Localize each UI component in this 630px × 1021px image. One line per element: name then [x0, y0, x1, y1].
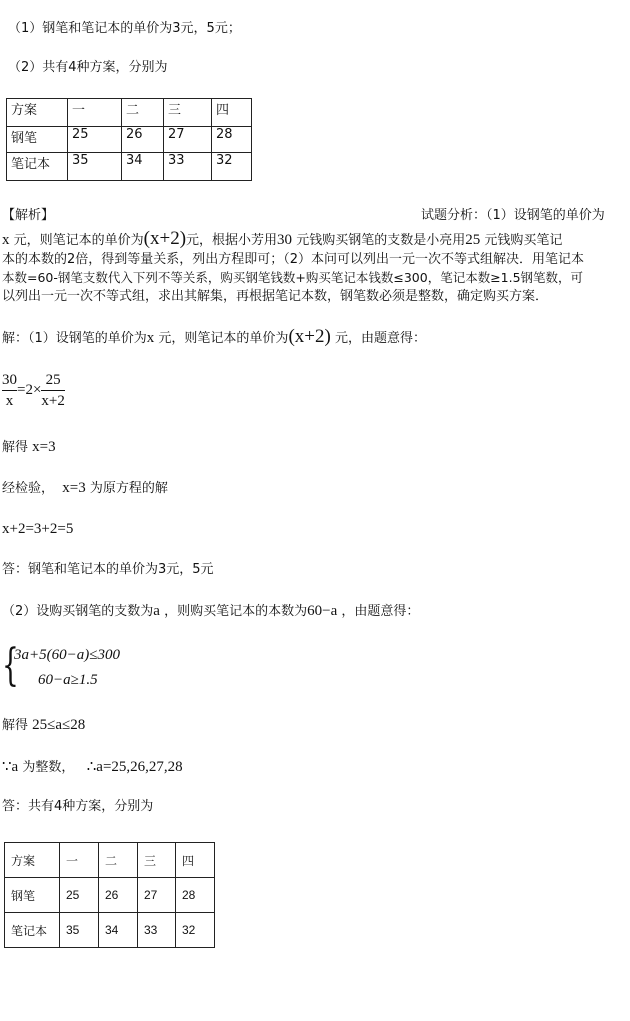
answer-line-2: （2）共有4种方案，分别为 [8, 60, 168, 75]
table-cell: 二 [122, 99, 164, 127]
range-line [2, 716, 85, 735]
math-number: 25 [465, 232, 481, 248]
math-a: a [153, 603, 160, 619]
text: ，则购买笔记本的本数为 [164, 604, 308, 619]
table-cell: 33 [138, 913, 176, 948]
table-row [7, 127, 252, 153]
table-cell: 四 [176, 843, 215, 878]
denominator: x [5, 393, 14, 409]
text: 元钱购买笔记 [484, 233, 563, 248]
analysis-intro: 试题分析：（1）设钢笔的单价为 [421, 208, 605, 223]
solve-line [2, 438, 56, 457]
text: （2）设购买钢笔的支数为 [2, 604, 154, 619]
text: 经检验， [2, 481, 55, 496]
math-x: x [2, 232, 10, 248]
integer-line [2, 758, 183, 777]
table-cell: 笔记本 [5, 913, 60, 948]
analysis-line-4: 本数=60-钢笔支数代入下列不等关系，购买钢笔钱数+购买笔记本钱数≤300，笔记本数≥1.5钢笔数，可 [2, 270, 584, 285]
equals-times: =2× [17, 381, 42, 398]
text: 元钱购买钢笔的支数是小亮用 [296, 233, 466, 248]
text: 解得 [2, 718, 29, 733]
part2-line [2, 602, 419, 621]
analysis-line-5: 以列出一元一次不等式组，求出其解集，再根据笔记本数，钢笔数必须是整数，确定购买方案． [2, 289, 549, 304]
analysis-line-3: 本的本数的2倍，得到等量关系，列出方程即可；（2）本问可以列出一元一次不等式组解决．用笔记本 [2, 252, 585, 267]
analysis-line-2 [2, 230, 562, 250]
equation [2, 370, 65, 411]
table-cell: 27 [164, 127, 212, 153]
table-row [5, 878, 215, 913]
table-cell: 钢笔 [5, 878, 60, 913]
table-cell: 25 [68, 127, 122, 153]
table-cell: 35 [60, 913, 99, 948]
fraction-right [41, 370, 64, 411]
plan-table-top [6, 98, 252, 181]
table-cell: 一 [60, 843, 99, 878]
text: 解得 [2, 440, 29, 455]
math-expression: x=3 [62, 480, 86, 496]
table-cell: 笔记本 [7, 153, 68, 181]
table-cell: 27 [138, 878, 176, 913]
table-cell: 一 [68, 99, 122, 127]
text: 元，则笔记本的单价为 [158, 331, 289, 346]
text: ，由题意得： [341, 604, 420, 619]
text: 元，根据小芳用 [186, 233, 278, 248]
analysis-heading: 【解析】 [2, 208, 55, 223]
table-row [7, 153, 252, 181]
math-expression: 60−a [307, 603, 338, 619]
table-row [5, 843, 215, 878]
plan-table-bottom [4, 842, 215, 948]
table-cell: 方案 [7, 99, 68, 127]
table-cell: 方案 [5, 843, 60, 878]
table-cell: 26 [99, 878, 138, 913]
math-expression: ∴a=25,26,27,28 [86, 759, 183, 775]
table-row [7, 99, 252, 127]
math-expression: (x+2) [143, 228, 187, 249]
inequality-2: 60−a≥1.5 [38, 672, 98, 688]
table-row [5, 913, 215, 948]
check-line [2, 479, 168, 498]
denominator: x+2 [41, 393, 65, 409]
text: 解：（1）设钢笔的单价为 [2, 331, 147, 346]
numerator: 30 [2, 370, 17, 391]
text: 为整数， [22, 760, 75, 775]
table-cell: 35 [68, 153, 122, 181]
text: 元，由题意得： [334, 331, 426, 346]
answer-1: 答：钢笔和笔记本的单价为3元，5元 [2, 562, 214, 577]
table-cell: 四 [212, 99, 252, 127]
table-cell: 28 [176, 878, 215, 913]
table-cell: 二 [99, 843, 138, 878]
math-x: x [146, 330, 155, 346]
solution-line-1 [2, 328, 426, 348]
inequality-1: 3a+5(60−a)≤300 [14, 647, 120, 663]
table-cell: 32 [176, 913, 215, 948]
math-expression: 25≤a≤28 [32, 717, 86, 733]
table-cell: 三 [138, 843, 176, 878]
brace: { [2, 640, 19, 691]
text: 元，则笔记本的单价为 [13, 233, 144, 248]
math-expression: x=3 [32, 439, 56, 455]
answer-line-1: （1）钢笔和笔记本的单价为3元，5元； [8, 21, 241, 36]
text: 为原方程的解 [89, 481, 168, 496]
sum-line: x+2=3+2=5 [2, 521, 74, 537]
table-cell: 26 [122, 127, 164, 153]
fraction-left [2, 370, 17, 411]
table-cell: 34 [99, 913, 138, 948]
math-expression: (x+2) [288, 326, 331, 347]
table-cell: 28 [212, 127, 252, 153]
math-expression: ∵a [2, 759, 19, 775]
answer-2: 答：共有4种方案，分别为 [2, 799, 154, 814]
table-cell: 34 [122, 153, 164, 181]
table-cell: 25 [60, 878, 99, 913]
table-cell: 三 [164, 99, 212, 127]
table-cell: 钢笔 [7, 127, 68, 153]
table-cell: 33 [164, 153, 212, 181]
math-number: 30 [277, 232, 293, 248]
table-cell: 32 [212, 153, 252, 181]
numerator: 25 [41, 370, 64, 391]
